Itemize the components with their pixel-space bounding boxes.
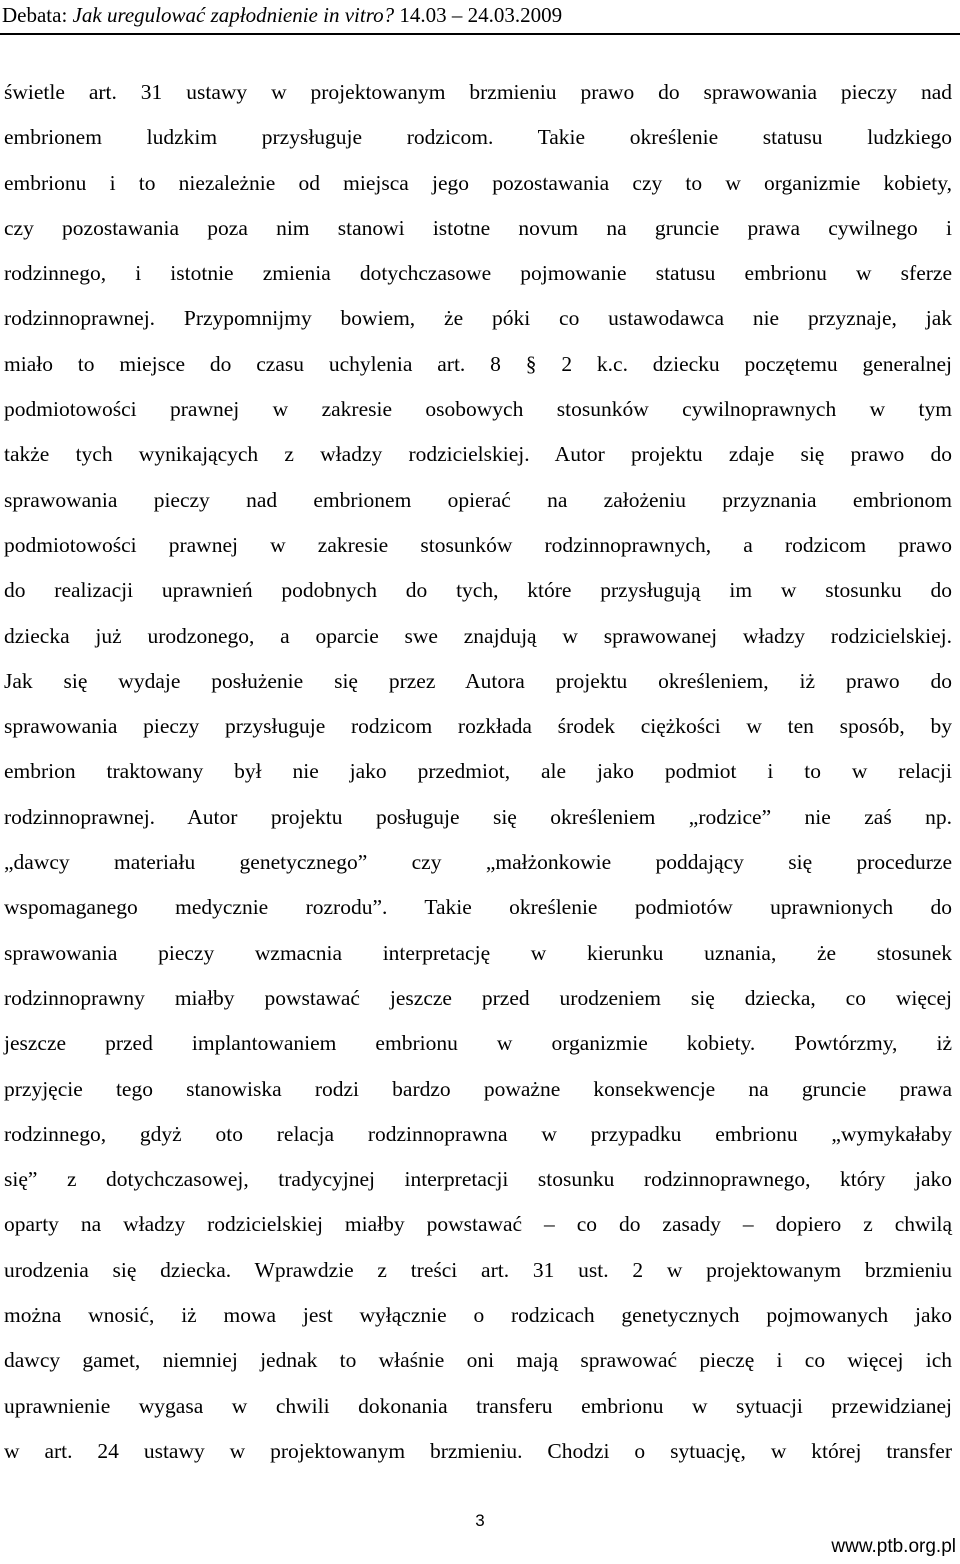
text-line: do realizacji uprawnień podobnych do tych, które przysługują im w stosunku do (4, 578, 952, 603)
text-line: „dawcy materiału genetycznego” czy „małżonkowie poddający się procedurze (4, 850, 952, 875)
text-line: embrion traktowany był nie jako przedmiot, ale jako podmiot i to w relacji (4, 759, 952, 784)
text-line: się” z dotychczasowej, tradycyjnej interpretacji stosunku rodzinnoprawnego, który jako (4, 1167, 952, 1192)
text-line: także tych wynikających z władzy rodzicielskiej. Autor projektu zdaje się prawo do (4, 442, 952, 467)
header-rule (0, 33, 960, 35)
text-line: podmiotowości prawnej w zakresie stosunków rodzinnoprawnych, a rodzicom prawo (4, 532, 952, 557)
text-line: miało to miejsce do czasu uchylenia art. 8 § 2 k.c. dziecku poczętemu generalnej (4, 351, 952, 376)
text-line: rodzinnoprawnej. Przypomnijmy bowiem, że póki co ustawodawca nie przyznaje, jak (4, 306, 952, 331)
header-prefix: Debata: (2, 3, 73, 27)
text-line: wspomaganego medycznie rozrodu”. Takie określenie podmiotów uprawnionych do (4, 895, 952, 920)
site-url: www.ptb.org.pl (831, 1536, 956, 1557)
text-line: podmiotowości prawnej w zakresie osobowych stosunków cywilnoprawnych w tym (4, 397, 952, 422)
text-line: można wnosić, iż mowa jest wyłącznie o rodzicach genetycznych pojmowanych jako (4, 1303, 952, 1328)
text-line: czy pozostawania poza nim stanowi istotne novum na gruncie prawa cywilnego i (4, 215, 952, 240)
text-line: urodzenia się dziecka. Wprawdzie z treści art. 31 ust. 2 w projektowanym brzmieniu (4, 1257, 952, 1282)
text-line: embrionem ludzkim przysługuje rodzicom. Takie określenie statusu ludzkiego (4, 125, 952, 150)
text-line: oparty na władzy rodzicielskiej miałby powstawać – co do zasady – dopiero z chwilą (4, 1212, 952, 1237)
text-line: jeszcze przed implantowaniem embrionu w organizmie kobiety. Powtórzmy, iż (4, 1031, 952, 1056)
text-line: sprawowania pieczy nad embrionem opierać na założeniu przyznania embrionom (4, 487, 952, 512)
text-line: Jak się wydaje posłużenie się przez Autora projektu określeniem, iż prawo do (4, 668, 952, 693)
text-line: sprawowania pieczy przysługuje rodzicom rozkłada środek ciężkości w ten sposób, by (4, 714, 952, 739)
text-line: uprawnienie wygasa w chwili dokonania transferu embrionu w sytuacji przewidzianej (4, 1393, 952, 1418)
text-line: rodzinnego, i istotnie zmienia dotychczasowe pojmowanie statusu embrionu w sferze (4, 261, 952, 286)
text-line: rodzinnego, gdyż oto relacja rodzinnoprawna w przypadku embrionu „wymykałaby (4, 1121, 952, 1146)
text-line: w art. 24 ustawy w projektowanym brzmieniu. Chodzi o sytuację, w której transfer (4, 1438, 952, 1463)
text-line: rodzinnoprawnej. Autor projektu posługuje się określeniem „rodzice” nie zaś np. (4, 804, 952, 829)
header-dates: 14.03 – 24.03.2009 (394, 3, 563, 27)
text-line: dziecka już urodzonego, a oparcie swe znajdują w sprawowanej władzy rodzicielskiej. (4, 623, 952, 648)
body-text (4, 70, 952, 1474)
text-line: rodzinnoprawny miałby powstawać jeszcze przed urodzeniem się dziecka, co więcej (4, 985, 952, 1010)
text-line: embrionu i to niezależnie od miejsca jego pozostawania czy to w organizmie kobiety, (4, 170, 952, 195)
header-title: Jak uregulować zapłodnienie in vitro? (72, 3, 395, 27)
text-line: przyjęcie tego stanowiska rodzi bardzo poważne konsekwencje na gruncie prawa (4, 1076, 952, 1101)
page-number: 3 (475, 1511, 485, 1530)
text-line: dawcy gamet, niemniej jednak to właśnie oni mają sprawować pieczę i co więcej ich (4, 1348, 952, 1373)
text-line: sprawowania pieczy wzmacnia interpretację w kierunku uznania, że stosunek (4, 940, 952, 965)
text-line: świetle art. 31 ustawy w projektowanym brzmieniu prawo do sprawowania pieczy nad (4, 80, 952, 104)
